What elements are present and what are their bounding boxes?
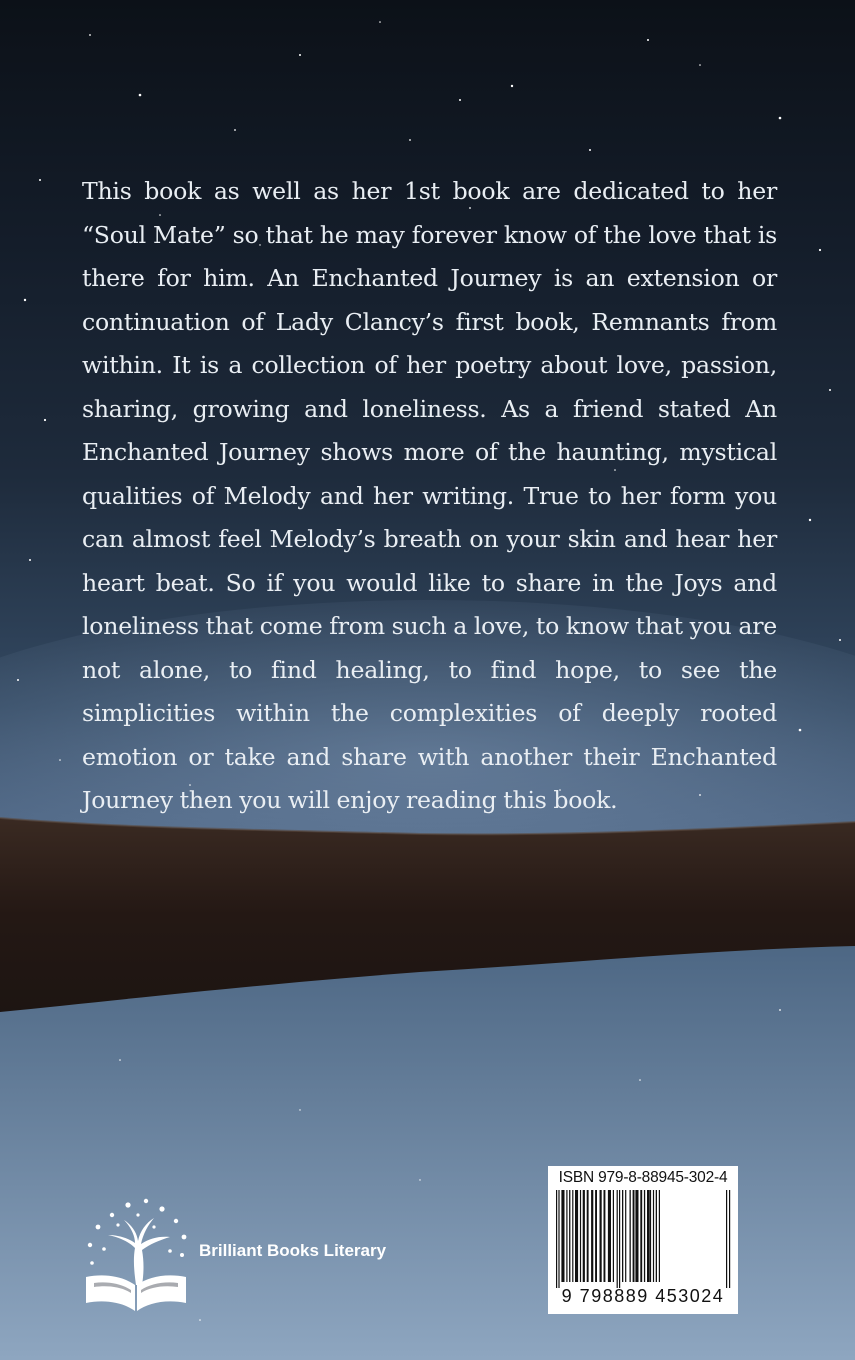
barcode-bar [726, 1190, 727, 1288]
barcode-bar [617, 1190, 618, 1288]
barcode-bar [566, 1190, 567, 1282]
barcode-bar [556, 1190, 557, 1288]
barcode-bar [653, 1190, 654, 1282]
barcode-bar [572, 1190, 573, 1282]
back-cover-blurb: This book as well as her 1st book are dedicated to her “Soul Mate” so that he may forever know of the love that is there for him. An Enchanted Journey is an extension or continuation of Lady Clancy’s first book, Remnants from within. It is a collection of her poetry about love, passion, sharing, growing and loneliness. As a friend stated An Enchanted Journey shows more of the haunting, mystical qualities of Melody and her writing. True to her form you can almost feel Melody’s breath on your skin and hear her heart beat. So if you would like to share in the Joys and loneliness that come from such a love, to know that you are not alone, to find healing, to find hope, to see the simplicities within the complexities of deeply rooted emotion or take and share with another their Enchanted Journey then you will enjoy reading this book. [82, 177, 777, 814]
barcode-bar [580, 1190, 581, 1282]
barcode-bar [656, 1190, 657, 1282]
barcode-bar [591, 1190, 593, 1282]
barcode-bar [604, 1190, 606, 1282]
isbn-barcode [548, 1166, 738, 1314]
barcode-bar [625, 1190, 626, 1282]
barcode-bar [622, 1190, 623, 1282]
barcode-bar [561, 1190, 564, 1282]
barcode-bar [595, 1190, 597, 1282]
barcode-bar [640, 1190, 642, 1282]
barcode-bar [729, 1190, 730, 1288]
tree-book-icon [78, 1193, 194, 1313]
barcode-bar [558, 1190, 559, 1288]
barcode-bar [587, 1190, 589, 1282]
barcode-bar [600, 1190, 602, 1282]
barcode-bar [633, 1190, 635, 1282]
barcode-bars [554, 1190, 732, 1288]
barcode-bar [644, 1190, 645, 1282]
barcode-bar [619, 1190, 620, 1288]
barcode-digits: 9 798889 453024 [561, 1286, 725, 1306]
barcode-bar [583, 1190, 585, 1282]
publisher-block [78, 1193, 438, 1323]
barcode-bar [647, 1190, 650, 1282]
barcode-bar [659, 1190, 660, 1282]
barcode-bar [635, 1190, 638, 1282]
barcode-bar [613, 1190, 614, 1282]
isbn-label: ISBN 979-8-88945-302-4 [558, 1169, 728, 1186]
publisher-name: Brilliant Books Literary [199, 1241, 387, 1260]
barcode-bar [608, 1190, 611, 1282]
barcode-bar [630, 1190, 631, 1282]
barcode-bar [575, 1190, 578, 1282]
barcode-bar [569, 1190, 570, 1282]
barcode-bar [650, 1190, 651, 1282]
